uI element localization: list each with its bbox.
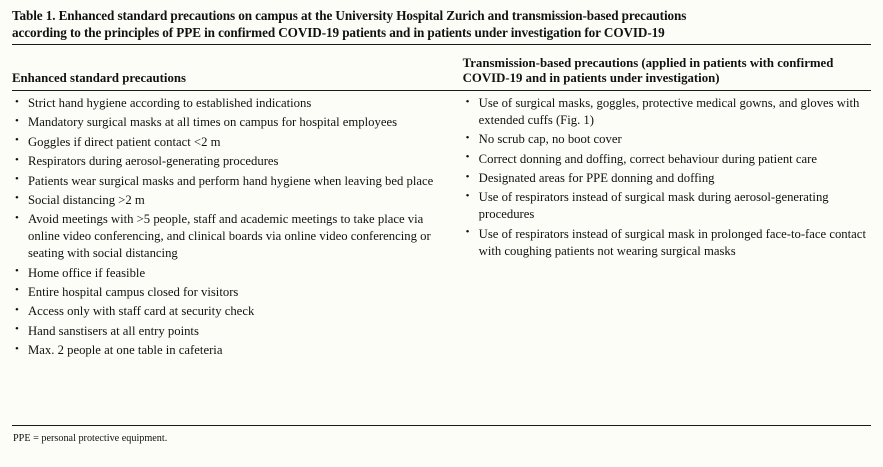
list-item: • Correct donning and doffing, correct behaviour during patient care	[463, 151, 871, 168]
list-item: • Entire hospital campus closed for visitors	[12, 284, 451, 301]
left-column-header-text: Enhanced standard precautions	[12, 71, 186, 86]
list-item: • Use of respirators instead of surgical mask during aerosol-generating procedures	[463, 189, 871, 223]
left-column-header-cell	[12, 47, 459, 90]
right-column-body-cell	[459, 91, 871, 361]
list-item: • Respirators during aerosol-generating procedures	[12, 153, 451, 170]
table-caption	[12, 8, 871, 41]
left-column-body-cell	[12, 91, 459, 361]
list-item: • Designated areas for PPE donning and doffing	[463, 170, 871, 187]
table-footnote: PPE = personal protective equipment.	[13, 433, 168, 444]
list-item: • Strict hand hygiene according to established indications	[12, 95, 451, 112]
list-item: • Access only with staff card at security check	[12, 303, 451, 320]
table-bottom-rule-wrap	[12, 425, 871, 445]
list-item: • Patients wear surgical masks and perform hand hygiene when leaving bed place	[12, 173, 451, 190]
list-item: • Avoid meetings with >5 people, staff and academic meetings to take place via online video conferencing, and clinical boards via online video conferencing or seating with social distancing	[12, 211, 451, 262]
right-column-header-text	[463, 56, 834, 87]
caption-line-1: Table 1. Enhanced standard precautions on campus at the University Hospital Zurich and transmission-based precautions	[12, 8, 687, 23]
list-item: • Use of respirators instead of surgical mask in prolonged face-to-face contact with coughing patients not wearing surgical masks	[463, 226, 871, 260]
list-item: • Mandatory surgical masks at all times on campus for hospital employees	[12, 114, 451, 131]
left-column-header	[12, 47, 451, 90]
caption-line-2: according to the principles of PPE in confirmed COVID-19 patients and in patients under investigation for COVID-19	[12, 24, 665, 40]
right-column-list	[463, 95, 871, 260]
list-item: • Goggles if direct patient contact <2 m	[12, 134, 451, 151]
left-column-list	[12, 95, 451, 359]
list-item: • Home office if feasible	[12, 265, 451, 282]
right-column-header-line-1: Transmission-based precautions (applied in patients with confirmed	[462, 55, 834, 70]
list-item: • Max. 2 people at one table in cafeteria	[12, 342, 451, 359]
list-item: • No scrub cap, no boot cover	[463, 131, 871, 148]
table-bottom-rule	[12, 425, 871, 426]
table-header-row	[12, 47, 871, 90]
list-item: • Use of surgical masks, goggles, protective medical gowns, and gloves with extended cuffs (Fig. 1)	[463, 95, 871, 129]
right-column-header	[463, 47, 871, 90]
table-body-row	[12, 91, 871, 361]
right-column-header-line-2: COVID-19 and in patients under investigation)	[462, 71, 720, 86]
right-column-header-cell	[459, 47, 871, 90]
list-item: • Social distancing >2 m	[12, 192, 451, 209]
list-item: • Hand sanstisers at all entry points	[12, 323, 451, 340]
